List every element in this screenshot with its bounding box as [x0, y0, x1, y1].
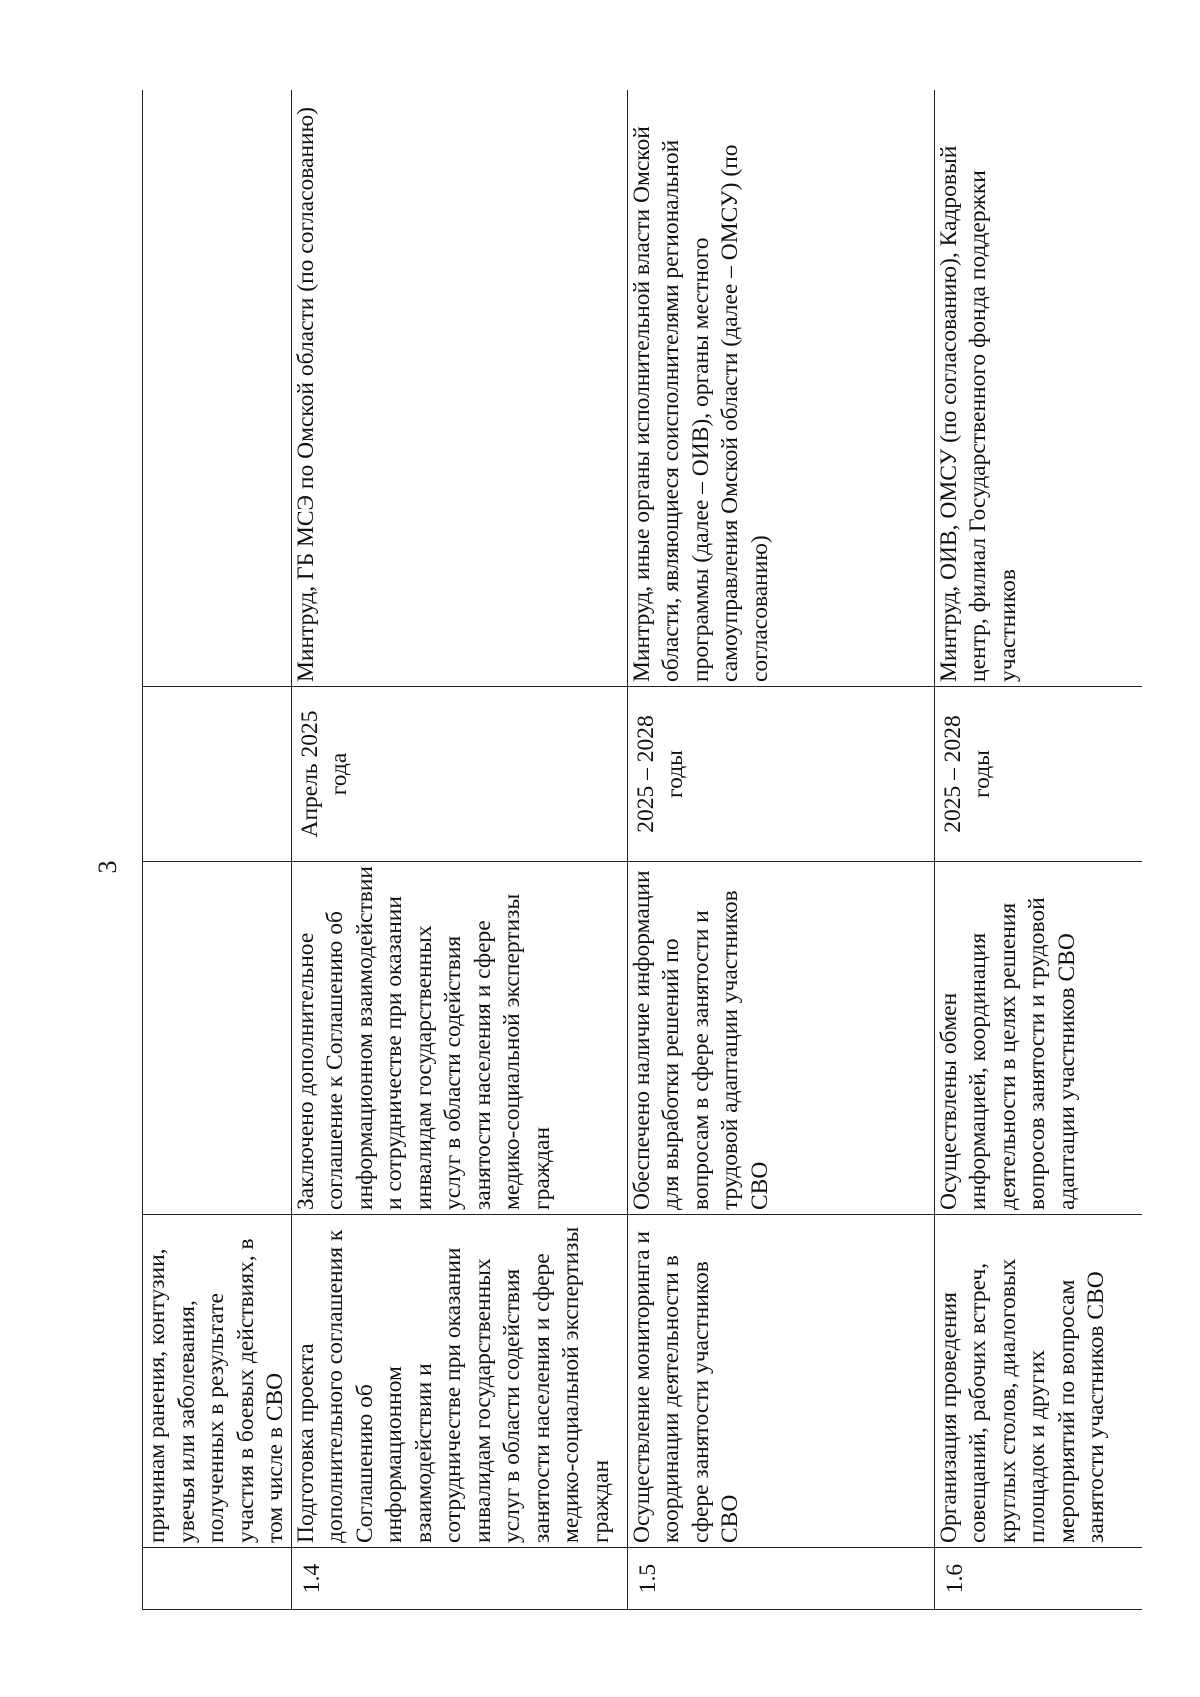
event-cell: причинам ранения, контузии, увечья или заболевания, полученных в результате участия в боевых действиях, в том числе в СВО	[143, 1215, 292, 1548]
result-cell: Обеспечено наличие информации для выработки решений по вопросам в сфере занятости и трудовой адаптации участников СВО	[627, 862, 934, 1215]
table-container	[142, 90, 1142, 1610]
result-cell	[143, 862, 292, 1215]
program-table	[142, 90, 1142, 1610]
responsible-cell: Минтруд, ГБ МСЭ по Омской области (по согласованию)	[291, 90, 627, 687]
deadline-cell: 2025 – 2028 годы	[627, 687, 934, 862]
row-number-cell: 1.5	[627, 1548, 934, 1610]
table-row	[934, 90, 1142, 1610]
responsible-cell: Минтруд, ОИВ, ОМСУ (по согласованию), Кадровый центр, филиал Государственного фонда поддержки участников	[934, 90, 1142, 687]
event-cell: Осуществление мониторинга и координации деятельности в сфере занятости участников СВО	[627, 1215, 934, 1548]
page-number: 3	[93, 860, 122, 874]
result-cell: Заключено дополнительное соглашение к Соглашению об информационном взаимодействии и сотрудничестве при оказании инвалидам государственных услуг в области содействия занятости населения и сфере медико-социальной экспертизы граждан	[291, 862, 627, 1215]
row-number-cell	[143, 1548, 292, 1610]
table-row	[143, 90, 292, 1610]
deadline-cell: 2025 – 2028 годы	[934, 687, 1142, 862]
row-number-cell: 1.4	[291, 1548, 627, 1610]
deadline-cell: Апрель 2025 года	[291, 687, 627, 862]
rotated-page-content	[142, 90, 1142, 1610]
row-number-cell: 1.6	[934, 1548, 1142, 1610]
deadline-cell	[143, 687, 292, 862]
event-cell: Организация проведения совещаний, рабочих встреч, круглых столов, диалоговых площадок и других мероприятий по вопросам занятости участников СВО	[934, 1215, 1142, 1548]
event-cell: Подготовка проекта дополнительного соглашения к Соглашению об информационном взаимодействии и сотрудничестве при оказании инвалидам государственных услуг в области содействия занятости населения и сфере медико-социальной экспертизы граждан	[291, 1215, 627, 1548]
table-row	[627, 90, 934, 1610]
result-cell: Осуществлены обмен информацией, координация деятельности в целях решения вопросов занятости и трудовой адаптации участников СВО	[934, 862, 1142, 1215]
responsible-cell	[143, 90, 292, 687]
table-row	[291, 90, 627, 1610]
responsible-cell: Минтруд, иные органы исполнительной власти Омской области, являющиеся соисполнителями региональной программы (далее – ОИВ), органы местного самоуправления Омской области (далее – ОМСУ) (по согласованию)	[627, 90, 934, 687]
